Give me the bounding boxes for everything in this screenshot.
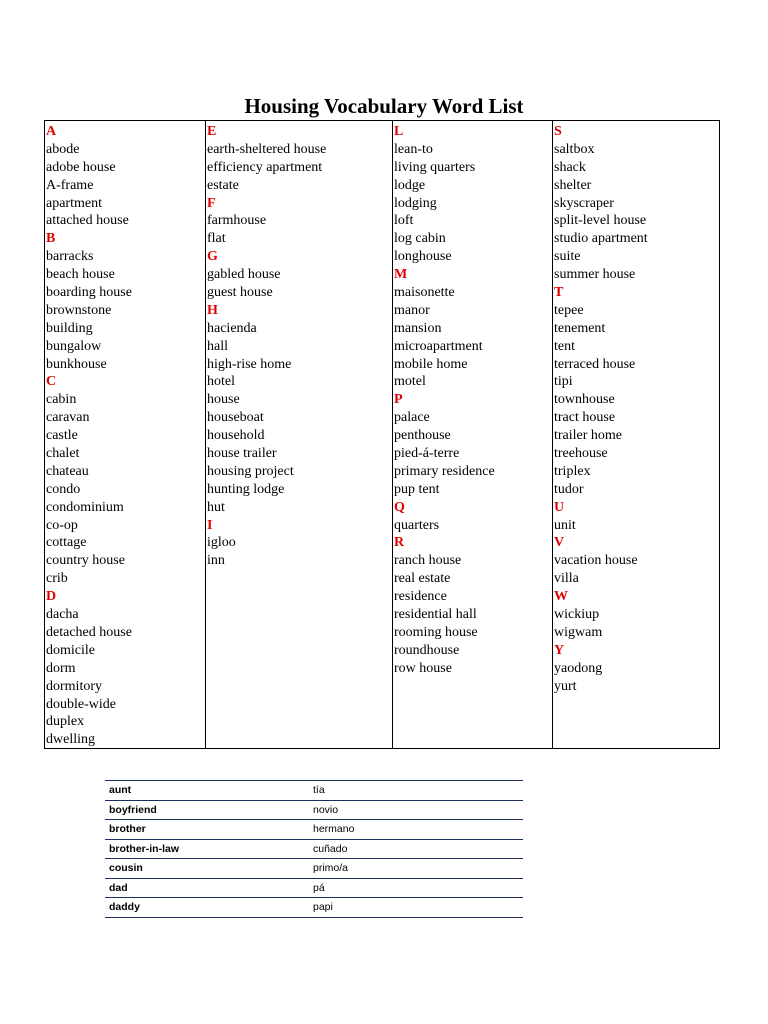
word-entry: microapartment xyxy=(394,338,483,354)
word-entry: house xyxy=(207,392,240,408)
word-entry: beach house xyxy=(46,267,115,283)
word-entry: tent xyxy=(554,338,575,354)
word-entry: condominium xyxy=(46,499,124,515)
word-entry: wickiup xyxy=(554,607,600,623)
letter-heading: I xyxy=(207,517,213,533)
word-entry: skyscraper xyxy=(554,195,614,211)
word-entry: farmhouse xyxy=(207,213,267,229)
word-entry: residence xyxy=(394,589,447,605)
word-entry: quarters xyxy=(394,517,440,533)
word-entry: primary residence xyxy=(394,463,495,479)
letter-heading: D xyxy=(46,589,57,605)
word-entry: penthouse xyxy=(394,428,451,444)
word-entry: rooming house xyxy=(394,624,478,640)
letter-heading: Y xyxy=(554,642,565,658)
word-entry: guest house xyxy=(207,285,273,301)
word-entry: real estate xyxy=(394,571,451,587)
english-term: daddy xyxy=(105,898,309,918)
spanish-term: primo/a xyxy=(309,859,523,879)
word-entry: chalet xyxy=(46,446,80,462)
word-entry: lodge xyxy=(394,177,426,193)
spanish-term: cuñado xyxy=(309,839,523,859)
word-entry: saltbox xyxy=(554,141,595,157)
letter-heading: M xyxy=(394,267,408,283)
word-entry: abode xyxy=(46,141,80,157)
word-entry: housing project xyxy=(207,463,294,479)
word-entry: roundhouse xyxy=(394,642,460,658)
word-entry: townhouse xyxy=(554,392,615,408)
vocab-row xyxy=(105,878,523,898)
word-entry: villa xyxy=(554,571,579,587)
page-title: Housing Vocabulary Word List xyxy=(244,94,524,118)
letter-heading: Q xyxy=(394,499,405,515)
letter-heading: G xyxy=(207,249,218,265)
word-entry: flat xyxy=(207,231,226,247)
word-entry: loft xyxy=(394,213,414,229)
word-entry: residential hall xyxy=(394,607,477,623)
word-entry: efficiency apartment xyxy=(207,159,323,175)
spanish-term: papi xyxy=(309,898,523,918)
word-entry: duplex xyxy=(46,714,85,730)
word-entry: tract house xyxy=(554,410,616,426)
english-term: boyfriend xyxy=(105,800,309,820)
spanish-term: hermano xyxy=(309,820,523,840)
spanish-term: tía xyxy=(309,781,523,801)
letter-heading: U xyxy=(554,499,565,515)
word-entry: dwelling xyxy=(46,732,95,748)
word-entry: lean-to xyxy=(394,141,433,157)
vocab-row xyxy=(105,898,523,918)
word-entry: log cabin xyxy=(394,231,446,247)
word-entry: hunting lodge xyxy=(207,481,285,497)
word-column-1 xyxy=(45,121,205,748)
letter-heading: L xyxy=(394,124,404,139)
word-entry: crib xyxy=(46,571,68,587)
word-entry: trailer home xyxy=(554,428,623,444)
english-term: brother-in-law xyxy=(105,839,309,859)
word-entry: palace xyxy=(394,410,430,426)
word-entry: country house xyxy=(46,553,125,569)
english-term: aunt xyxy=(105,781,309,801)
letter-heading: S xyxy=(554,124,562,139)
word-entry: tepee xyxy=(554,302,584,318)
word-entry: inn xyxy=(207,553,225,569)
word-entry: caravan xyxy=(46,410,90,426)
word-entry: yaodong xyxy=(554,660,603,676)
vocab-row xyxy=(105,781,523,801)
letter-heading: C xyxy=(46,374,57,390)
word-column-2 xyxy=(205,121,392,748)
english-term: brother xyxy=(105,820,309,840)
word-entry: hacienda xyxy=(207,320,257,336)
word-entry: building xyxy=(46,320,93,336)
letter-heading: R xyxy=(394,535,405,551)
family-vocab-table xyxy=(105,780,523,918)
word-entry: gabled house xyxy=(207,267,281,283)
word-entry: tudor xyxy=(554,481,584,497)
letter-heading: W xyxy=(554,589,568,605)
word-entry: dorm xyxy=(46,660,76,676)
spanish-term: novio xyxy=(309,800,523,820)
word-entry: yurt xyxy=(554,678,577,694)
word-entry: ranch house xyxy=(394,553,462,569)
word-entry: mobile home xyxy=(394,356,468,372)
housing-word-table xyxy=(44,120,720,749)
vocab-row xyxy=(105,859,523,879)
family-vocab-body xyxy=(105,781,523,918)
word-entry: house trailer xyxy=(207,446,277,462)
word-entry: longhouse xyxy=(394,249,452,265)
word-entry: houseboat xyxy=(207,410,264,426)
word-entry: mansion xyxy=(394,320,442,336)
word-entry: bungalow xyxy=(46,338,102,354)
word-entry: earth-sheltered house xyxy=(207,141,327,157)
word-entry: summer house xyxy=(554,267,636,283)
word-entry: row house xyxy=(394,660,452,676)
word-entry: wigwam xyxy=(554,624,603,640)
word-entry: triplex xyxy=(554,463,591,479)
letter-heading: A xyxy=(46,124,57,139)
word-entry: treehouse xyxy=(554,446,608,462)
letter-heading: E xyxy=(207,124,217,139)
word-entry: unit xyxy=(554,517,576,533)
word-entry: household xyxy=(207,428,265,444)
word-entry: hotel xyxy=(207,374,235,390)
word-entry: bunkhouse xyxy=(46,356,107,372)
english-term: cousin xyxy=(105,859,309,879)
english-term: dad xyxy=(105,878,309,898)
word-entry: chateau xyxy=(46,463,89,479)
word-entry: maisonette xyxy=(394,285,455,301)
word-entry: high-rise home xyxy=(207,356,292,372)
word-entry: co-op xyxy=(46,517,78,533)
word-entry: domicile xyxy=(46,642,95,658)
word-entry: vacation house xyxy=(554,553,638,569)
word-entry: A-frame xyxy=(46,177,94,193)
word-entry: tipi xyxy=(554,374,573,390)
word-entry: adobe house xyxy=(46,159,116,175)
word-entry: attached house xyxy=(46,213,129,229)
word-entry: boarding house xyxy=(46,285,132,301)
word-entry: brownstone xyxy=(46,302,112,318)
word-entry: estate xyxy=(207,177,239,193)
word-column-4 xyxy=(552,121,719,748)
word-column-3 xyxy=(392,121,552,748)
letter-heading: B xyxy=(46,231,56,247)
letter-heading: H xyxy=(207,302,218,318)
word-entry: detached house xyxy=(46,624,132,640)
word-entry: cabin xyxy=(46,392,77,408)
word-entry: dormitory xyxy=(46,678,102,694)
word-entry: hut xyxy=(207,499,225,515)
word-entry: igloo xyxy=(207,535,236,551)
word-entry: double-wide xyxy=(46,696,116,712)
word-entry: split-level house xyxy=(554,213,647,229)
word-entry: hall xyxy=(207,338,228,354)
word-entry: motel xyxy=(394,374,426,390)
word-entry: tenement xyxy=(554,320,606,336)
spanish-term: pá xyxy=(309,878,523,898)
letter-heading: T xyxy=(554,285,564,301)
word-entry: apartment xyxy=(46,195,102,211)
word-entry: living quarters xyxy=(394,159,476,175)
word-entry: castle xyxy=(46,428,78,444)
word-entry: cottage xyxy=(46,535,87,551)
letter-heading: V xyxy=(554,535,565,551)
word-entry: pied-á-terre xyxy=(394,446,460,462)
vocab-row xyxy=(105,800,523,820)
word-entry: studio apartment xyxy=(554,231,648,247)
word-entry: suite xyxy=(554,249,581,265)
word-entry: terraced house xyxy=(554,356,636,372)
letter-heading: F xyxy=(207,195,216,211)
word-entry: barracks xyxy=(46,249,94,265)
word-entry: shelter xyxy=(554,177,592,193)
word-entry: lodging xyxy=(394,195,437,211)
word-entry: manor xyxy=(394,302,430,318)
word-entry: shack xyxy=(554,159,586,175)
word-entry: pup tent xyxy=(394,481,440,497)
letter-heading: P xyxy=(394,392,403,408)
word-entry: condo xyxy=(46,481,81,497)
vocab-row xyxy=(105,820,523,840)
vocab-row xyxy=(105,839,523,859)
word-entry: dacha xyxy=(46,607,79,623)
